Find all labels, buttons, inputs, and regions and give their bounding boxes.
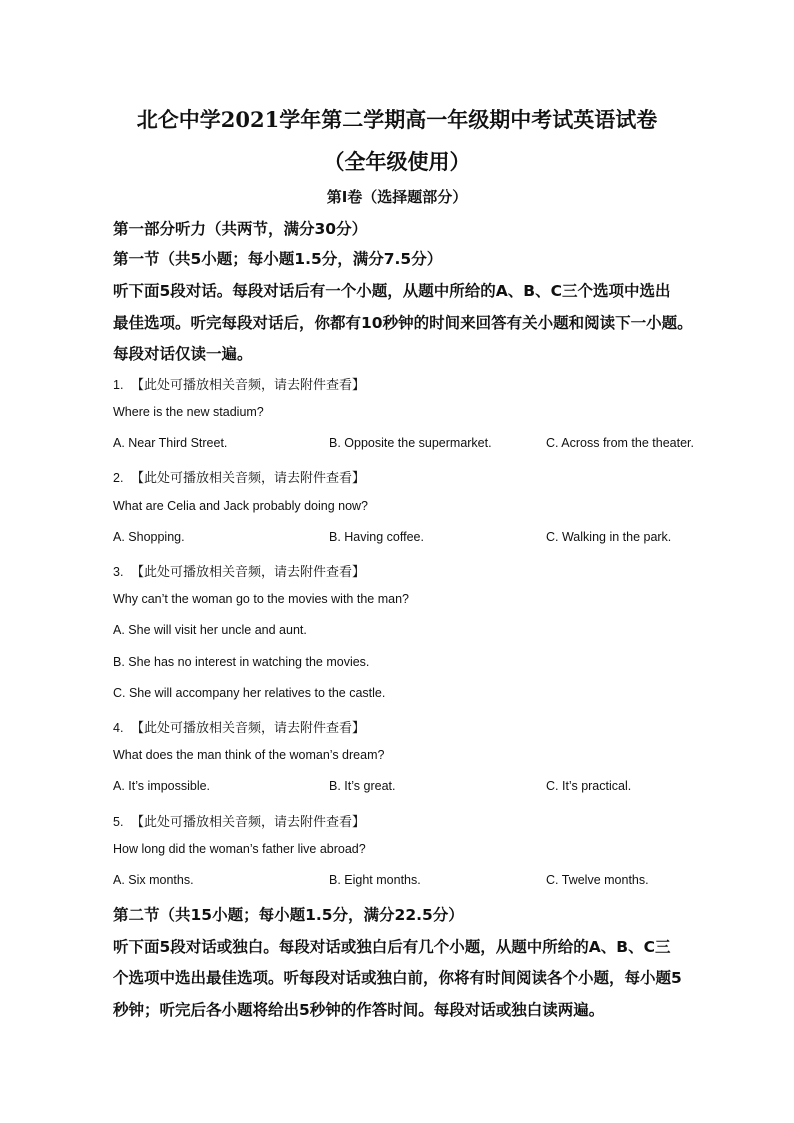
question-1-option-c[interactable]: C. Across from the theater. <box>546 436 694 450</box>
question-5-option-c[interactable]: C. Twelve months. <box>546 873 649 887</box>
question-5-option-a[interactable]: A. Six months. <box>113 873 194 887</box>
exam-title: 北仑中学2021学年第二学期高一年级期中考试英语试卷 <box>136 107 658 132</box>
question-4-stem: What does the man think of the woman’s dream? <box>113 748 385 762</box>
question-2-option-b[interactable]: B. Having coffee. <box>329 530 424 544</box>
question-1-option-a[interactable]: A. Near Third Street. <box>113 436 228 450</box>
question-number: 5. <box>113 815 124 829</box>
section1-heading: 第一节（共5小题；每小题1.5分，满分7.5分） <box>113 250 443 268</box>
question-5-option-b[interactable]: B. Eight months. <box>329 873 421 887</box>
question-2-option-c[interactable]: C. Walking in the park. <box>546 530 672 544</box>
section1-instruction-line: 听下面5段对话。每段对话后有一个小题，从题中所给的A、B、C三个选项中选出 <box>113 282 671 300</box>
question-3-option-b[interactable]: B. She has no interest in watching the movies. <box>113 655 370 669</box>
audio-note[interactable]: 【此处可播放相关音频，请去附件查看】 <box>131 471 366 486</box>
section2-heading: 第二节（共15小题；每小题1.5分，满分22.5分） <box>113 906 464 924</box>
volume-heading: 第I卷（选择题部分） <box>326 188 468 206</box>
section1-instruction-line: 每段对话仅读一遍。 <box>113 345 253 363</box>
question-number: 1. <box>113 378 124 392</box>
question-5-note <box>113 811 365 830</box>
question-4-option-b[interactable]: B. It’s great. <box>329 779 396 793</box>
question-5-stem: How long did the woman’s father live abroad? <box>113 842 366 856</box>
section2-instruction-line: 听下面5段对话或独白。每段对话或独白后有几个小题，从题中所给的A、B、C三 <box>113 938 671 956</box>
question-1-option-b[interactable]: B. Opposite the supermarket. <box>329 436 492 450</box>
question-number: 3. <box>113 565 124 579</box>
part1-heading: 第一部分听力（共两节，满分30分） <box>113 220 368 238</box>
question-3-option-a[interactable]: A. She will visit her uncle and aunt. <box>113 623 307 637</box>
audio-note[interactable]: 【此处可播放相关音频，请去附件查看】 <box>131 378 366 393</box>
question-number: 2. <box>113 471 124 485</box>
section2-instruction-line: 个选项中选出最佳选项。听每段对话或独白前，你将有时间阅读各个小题，每小题5 <box>113 969 682 987</box>
section1-instruction-line: 最佳选项。听完每段对话后，你都有10秒钟的时间来回答有关小题和阅读下一小题。 <box>113 314 693 332</box>
audio-note[interactable]: 【此处可播放相关音频，请去附件查看】 <box>131 815 366 830</box>
question-3-stem: Why can’t the woman go to the movies with the man? <box>113 592 409 606</box>
question-number: 4. <box>113 721 124 735</box>
question-1-note <box>113 374 365 393</box>
question-2-stem: What are Celia and Jack probably doing now? <box>113 499 369 513</box>
question-2-note <box>113 467 365 486</box>
question-4-note <box>113 717 365 736</box>
exam-subtitle: （全年级使用） <box>323 149 471 174</box>
question-4-option-a[interactable]: A. It’s impossible. <box>113 779 211 793</box>
question-4-option-c[interactable]: C. It’s practical. <box>546 779 632 793</box>
section2-instruction-line: 秒钟；听完后各小题将给出5秒钟的作答时间。每段对话或独白读两遍。 <box>113 1001 605 1019</box>
question-1-stem: Where is the new stadium? <box>113 405 264 419</box>
question-2-option-a[interactable]: A. Shopping. <box>113 530 185 544</box>
audio-note[interactable]: 【此处可播放相关音频，请去附件查看】 <box>131 721 366 736</box>
question-3-note <box>113 561 365 580</box>
question-3-option-c[interactable]: C. She will accompany her relatives to the castle. <box>113 686 386 700</box>
audio-note[interactable]: 【此处可播放相关音频，请去附件查看】 <box>131 565 366 580</box>
